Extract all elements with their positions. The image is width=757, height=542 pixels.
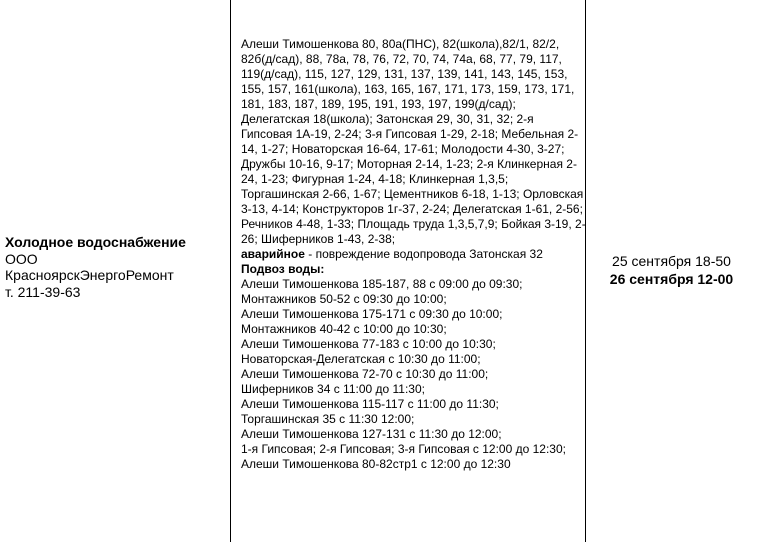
- column-divider: [230, 0, 231, 542]
- supply-item: Торгашинская 35 с 11:30 12:00;: [241, 412, 415, 426]
- supply-item: Шиферников 34 с 11:00 до 11:30;: [241, 382, 425, 396]
- service-cell: [5, 234, 227, 300]
- phone-number: т. 211-39-63: [5, 283, 81, 300]
- supply-item: Новаторская-Делегатская с 10:30 до 11:00;: [241, 352, 481, 366]
- supply-item: Монтажников 50-52 с 09:30 до 10:00;: [241, 292, 447, 306]
- org-name: КрасноярскЭнергоРемонт: [5, 267, 174, 283]
- supply-item: Алеши Тимошенкова 80-82стр1 с 12:00 до 12:30: [241, 457, 511, 471]
- water-supply-title: Подвоз воды:: [241, 262, 325, 276]
- supply-item: Монтажников 40-42 с 10:00 до 10:30;: [241, 322, 447, 336]
- supply-item: Алеши Тимошенкова 72-70 с 10:30 до 11:00;: [241, 367, 489, 381]
- supply-item: Алеши Тимошенкова 185-187, 88 с 09:00 до 09:30;: [241, 277, 523, 291]
- supply-item: Алеши Тимошенкова 115-117 с 11:00 до 11:30;: [241, 397, 499, 411]
- outage-start: 25 сентября 18-50: [612, 253, 731, 269]
- accident-text: - повреждение водопровода Затонская 32: [304, 247, 543, 261]
- accident-label: аварийное: [241, 247, 305, 261]
- service-title: Холодное водоснабжение: [5, 234, 186, 250]
- water-supply-list: [241, 277, 587, 472]
- outage-end: 26 сентября 12-00: [609, 271, 734, 287]
- accident-line: [241, 247, 543, 261]
- supply-item: Алеши Тимошенкова 77-183 с 10:00 до 10:30;: [241, 337, 496, 351]
- address-cell: [241, 37, 587, 472]
- org-prefix: ООО: [5, 250, 38, 267]
- supply-item: Алеши Тимошенкова 127-131 с 11:30 до 12:00;: [241, 427, 502, 441]
- supply-item: Алеши Тимошенкова 175-171 с 09:30 до 10:00;: [241, 307, 503, 321]
- affected-streets: Алеши Тимошенкова 80, 80а(ПНС), 82(школа),82/1, 82/2, 82б(д/сад), 88, 78а, 78, 76, 72, 70, 74, 74а, 68, 77, 79, 117, 119(д/сад), 115, 127, 129, 131, 137, 139, 141, 143, 145, 153, 155, 157, 161(школа), 163, 165, 167, 171, 173, 159, 173, 171, 181, 183, 187, 189, 195, 191, 193, 197, 199(д/сад); Делегатская 18(школа); Затонская 29, 30, 31, 32; 2-я Гипсовая 1А-19, 2-24; 3-я Гипсовая 1-29, 2-18; Мебельная 2-14, 1-27; Новаторская 16-64, 17-61; Молодости 4-30, 3-27; Дружбы 10-16, 9-17; Моторная 2-14, 1-23; 2-я Клинкерная 2-24, 1-23; Фигурная 1-24, 4-18; Клинкерная 1,3,5; Торгашинская 2-66, 1-67; Цементников 6-18, 1-13; Орловская 3-13, 4-14; Конструкторов 1г-37, 2-24; Делегатская 1-61, 2-56; Речников 4-48, 1-33; Площадь труда 1,3,5,7,9; Бойкая 3-19, 2-26; Шиферников 1-43, 2-38;: [241, 37, 586, 246]
- schedule-cell: [586, 252, 757, 288]
- supply-item: 1-я Гипсовая; 2-я Гипсовая; 3-я Гипсовая с 12:00 до 12:30;: [241, 442, 566, 456]
